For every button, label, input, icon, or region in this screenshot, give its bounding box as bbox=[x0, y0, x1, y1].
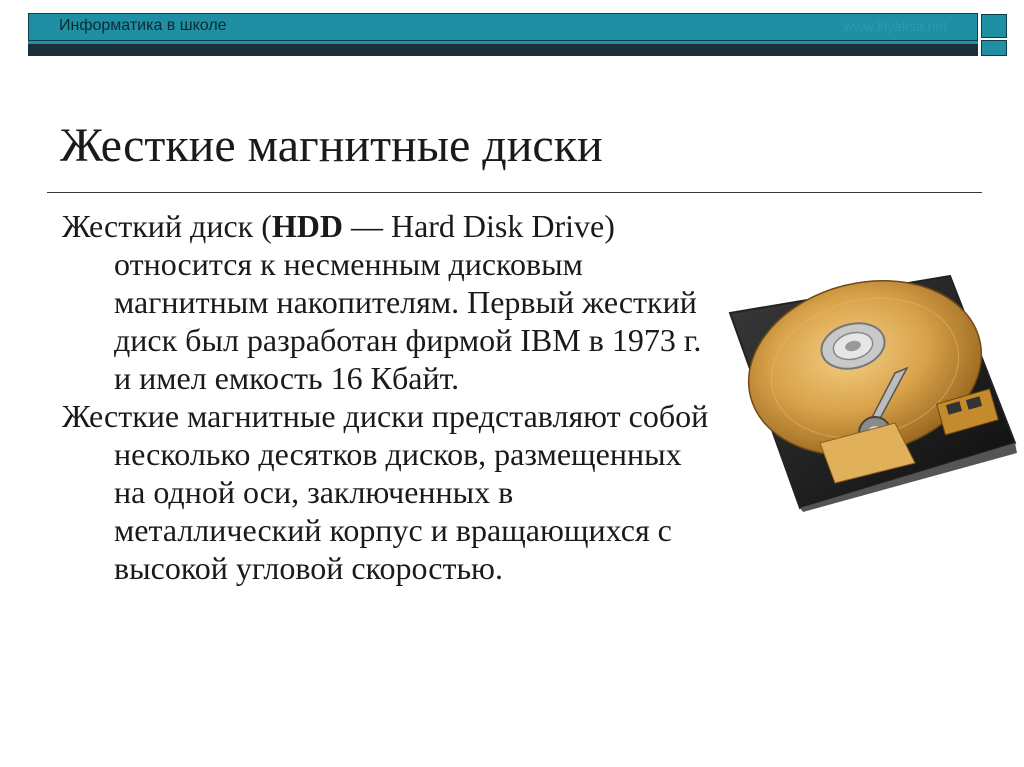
para1-lead: Жесткий диск ( bbox=[62, 208, 272, 244]
header-bar bbox=[28, 13, 978, 41]
hdd-abbrev: HDD bbox=[271, 208, 343, 244]
corner-square-top bbox=[981, 14, 1007, 38]
header-accent-line bbox=[28, 41, 978, 44]
paragraph-hdd-structure: Жесткие магнитные диски представляют собой несколько десятков дисков, размещенных на одной оси, заключенных в металлический корпус и вращающихся с высокой угловой скоростью. bbox=[62, 398, 709, 586]
slide-title: Жесткие магнитные диски bbox=[60, 119, 603, 172]
header-title: Информатика в школе bbox=[59, 17, 227, 34]
header-url[interactable]: www.klyaksa.net bbox=[843, 18, 947, 34]
corner-square-bottom bbox=[981, 40, 1007, 56]
para1-rest: — Hard Disk Drive) относится к несменным дисковым магнитным накопителям. Первый жесткий диск был разработан фирмой IBM в 1973 г. и имел емкость 16 Кбайт. bbox=[114, 208, 702, 396]
paragraph-hdd-definition bbox=[62, 207, 712, 397]
title-divider bbox=[47, 192, 982, 193]
slide-body bbox=[62, 207, 712, 587]
hard-disk-drive-image bbox=[725, 268, 1020, 513]
